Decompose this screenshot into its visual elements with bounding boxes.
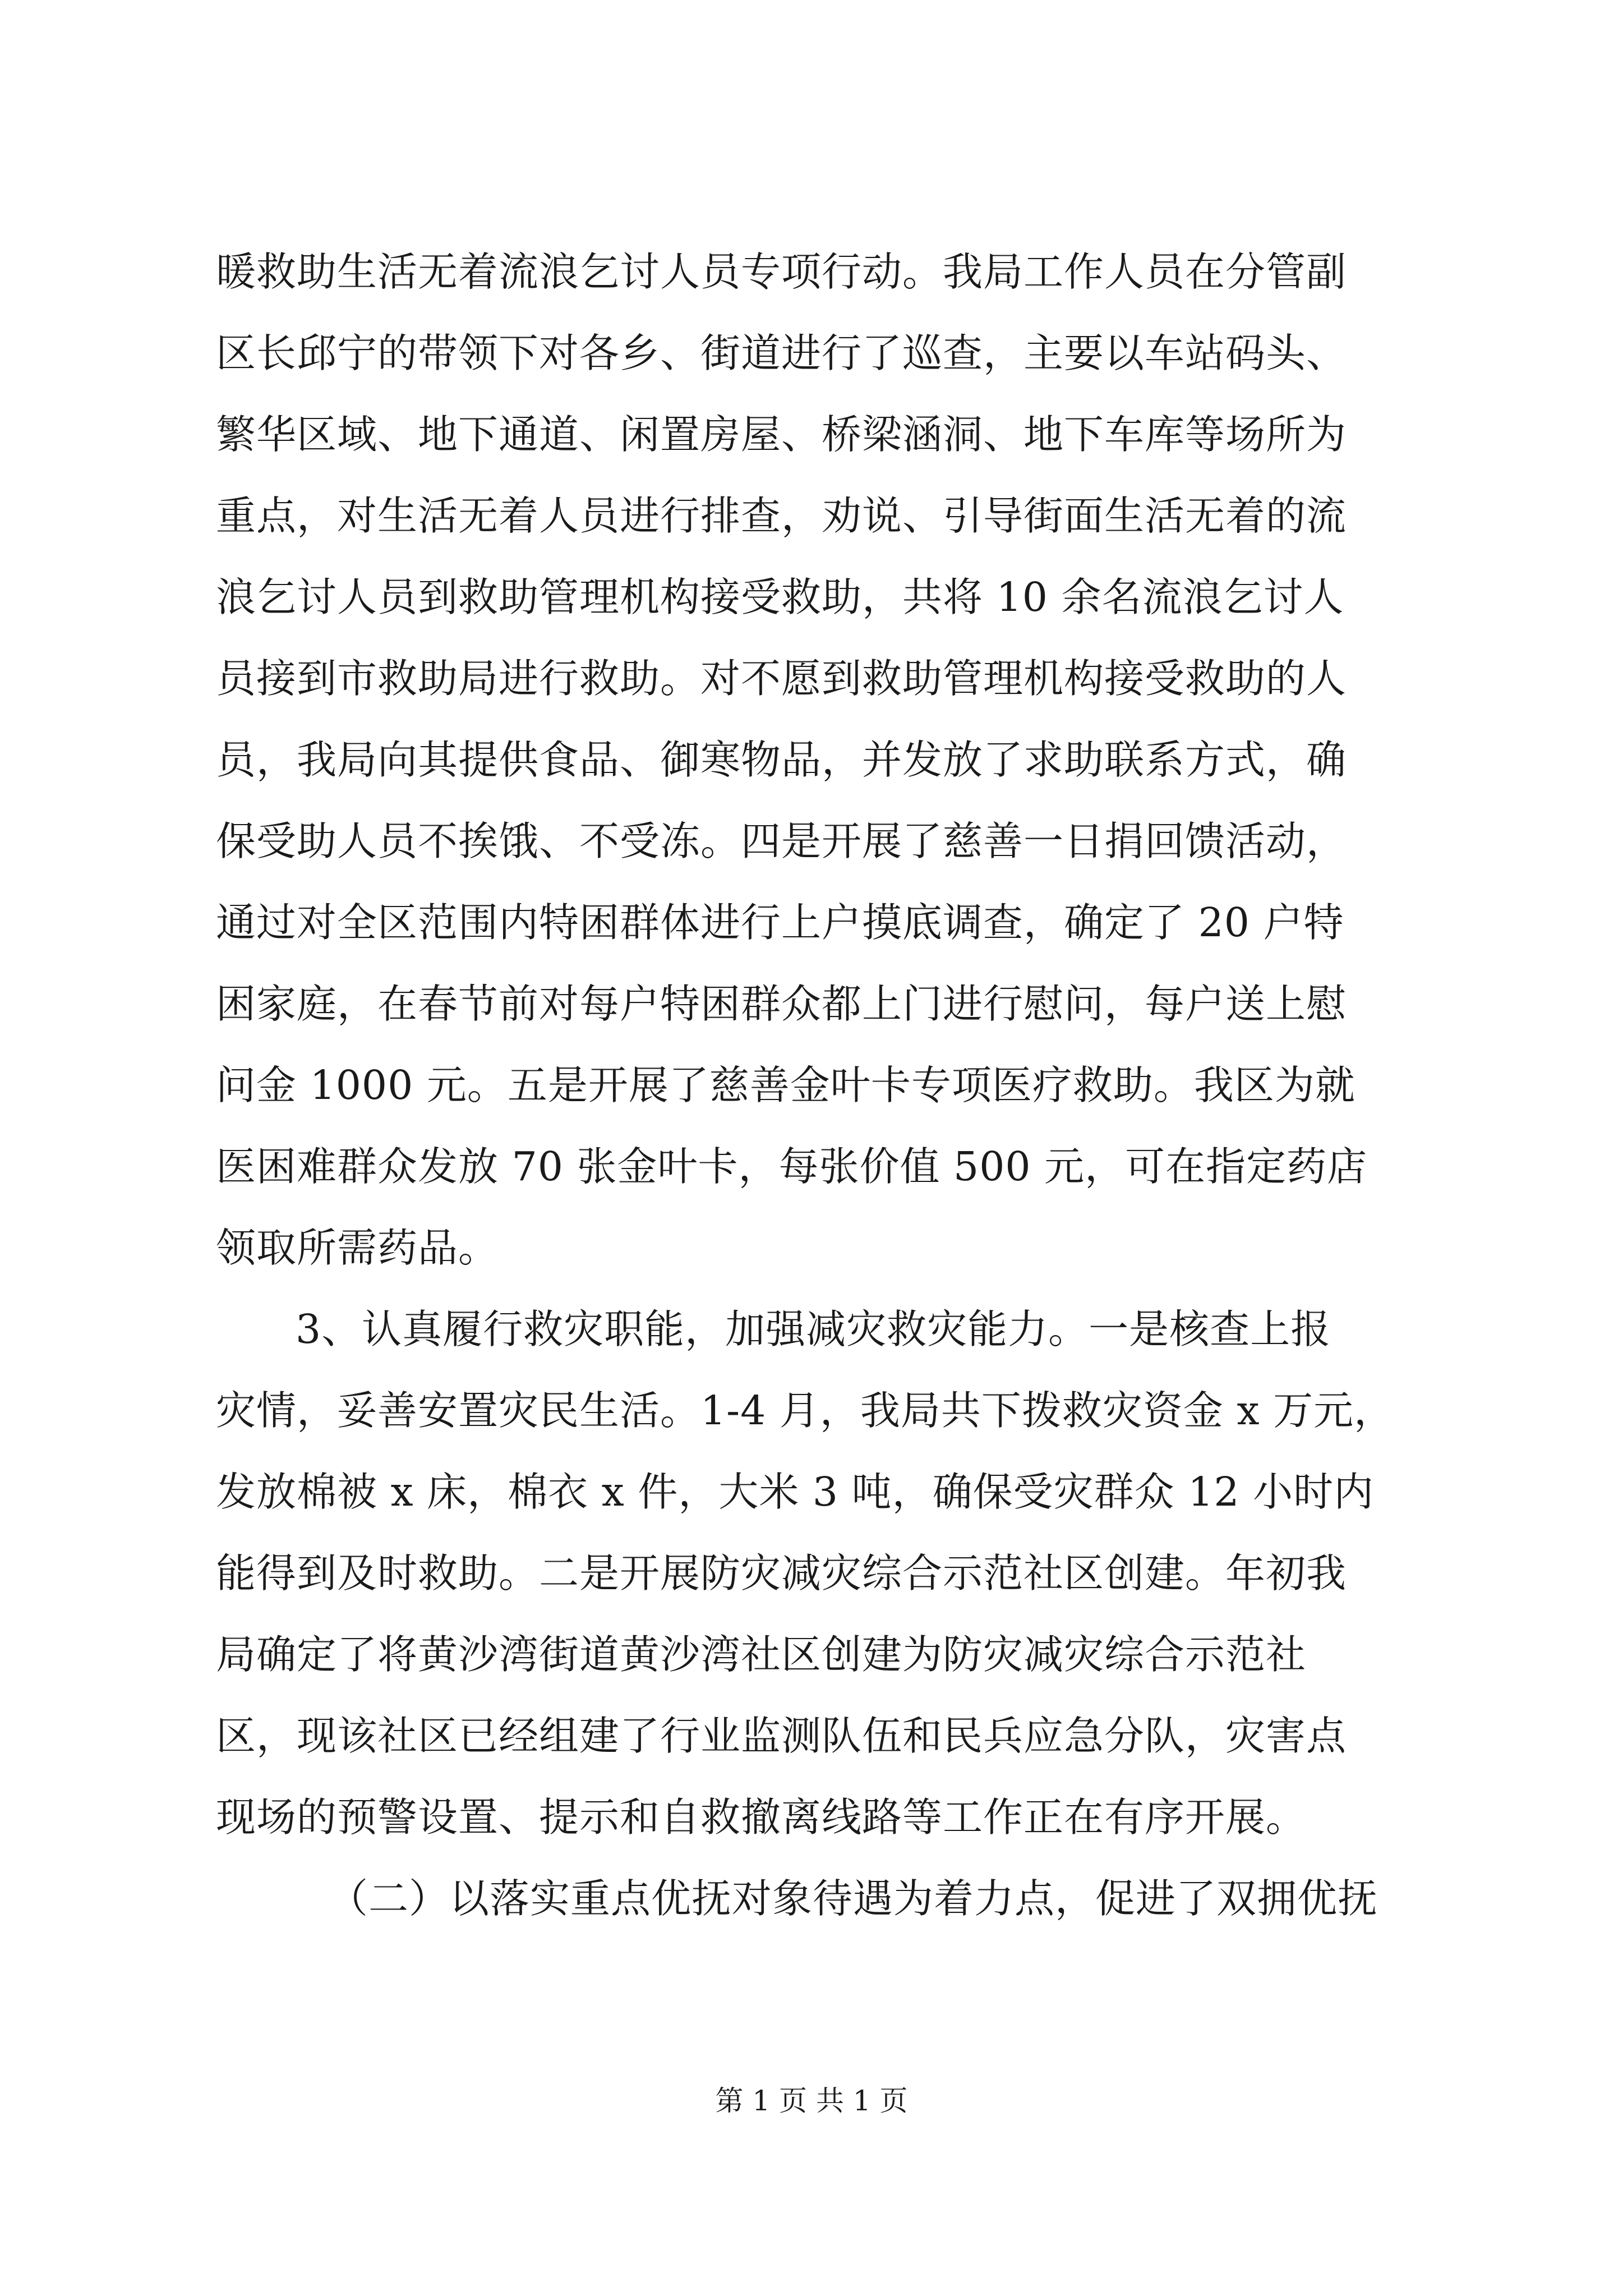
paragraph-start-line: 3、认真履行救灾职能，加强减灾救灾能力。一是核查上报: [296, 1306, 1331, 1352]
page-number-footer: 第 1 页 共 1 页: [715, 2085, 908, 2117]
document-body: [216, 231, 1410, 1939]
text-line: 灾情，妥善安置灾民生活。1-4 月，我局共下拨救灾资金 x 万元，: [216, 1387, 1395, 1434]
text-line: 医困难群众发放 70 张金叶卡，每张价值 500 元，可在指定药店: [216, 1143, 1368, 1190]
text-line: 发放棉被 x 床，棉衣 x 件，大米 3 吨，确保受灾群众 12 小时内: [216, 1469, 1375, 1515]
text-line: 区，现该社区已经组建了行业监测队伍和民兵应急分队，灾害点: [216, 1713, 1347, 1759]
text-line: 重点，对生活无着人员进行排查，劝说、引导街面生活无着的流: [216, 493, 1347, 539]
text-line: 保受助人员不挨饿、不受冻。四是开展了慈善一日捐回馈活动，: [216, 818, 1347, 864]
section-heading-line: （二）以落实重点优抚对象待遇为着力点，促进了双拥优抚: [328, 1875, 1378, 1922]
text-line: 能得到及时救助。二是开展防灾减灾综合示范社区创建。年初我: [216, 1550, 1347, 1596]
text-line: 困家庭，在春节前对每户特困群众都上门进行慰问，每户送上慰: [216, 981, 1347, 1027]
text-line: 繁华区域、地下通道、闲置房屋、桥梁涵洞、地下车库等场所为: [216, 411, 1347, 458]
text-line: 员接到市救助局进行救助。对不愿到救助管理机构接受救助的人: [216, 655, 1347, 702]
text-line: 现场的预警设置、提示和自救撤离线路等工作正在有序开展。: [216, 1794, 1307, 1841]
text-line: 问金 1000 元。五是开展了慈善金叶卡专项医疗救助。我区为就: [216, 1062, 1355, 1108]
text-line: 领取所需药品。: [216, 1225, 499, 1271]
text-line: 员，我局向其提供食品、御寒物品，并发放了求助联系方式，确: [216, 737, 1347, 783]
text-line: 局确定了将黄沙湾街道黄沙湾社区创建为防灾减灾综合示范社: [216, 1631, 1307, 1678]
text-line: 暖救助生活无着流浪乞讨人员专项行动。我局工作人员在分管副: [216, 249, 1347, 295]
text-line: 浪乞讨人员到救助管理机构接受救助，共将 10 余名流浪乞讨人: [216, 574, 1344, 620]
text-line: 区长邱宁的带领下对各乡、街道进行了巡查，主要以车站码头、: [216, 330, 1347, 376]
text-line: 通过对全区范围内特困群体进行上户摸底调查，确定了 20 户特: [216, 899, 1344, 946]
